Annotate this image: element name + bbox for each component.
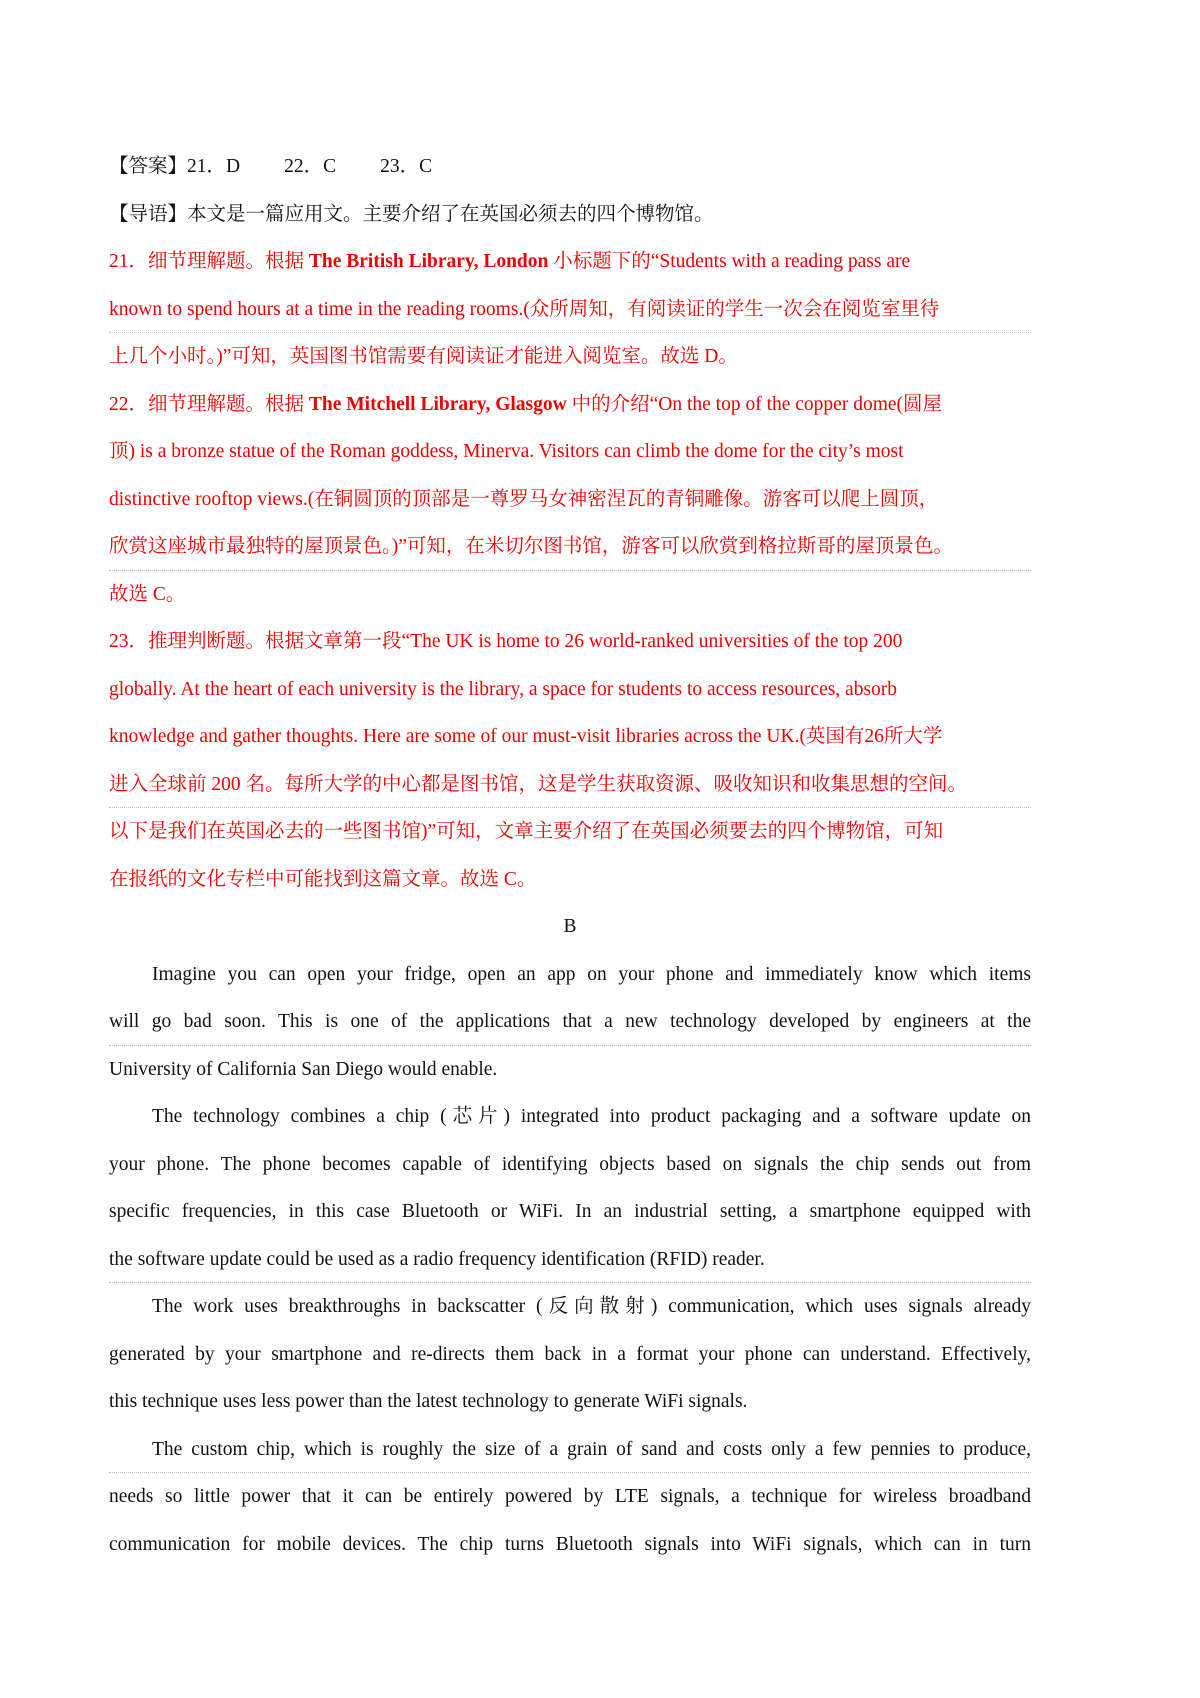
guide-text: 本文是一篇应用文。主要介绍了在英国必须去的四个博物馆。	[187, 203, 714, 225]
q21-line-2: known to spend hours at a time in the reading rooms.(众所周知，有阅读证的学生一次会在阅览室里待	[109, 286, 1031, 334]
p3-line-2: generated by your smartphone and re-directs them back in a format your phone can understand. Effectively,	[109, 1343, 1031, 1365]
q23-line-4: 进入全球前 200 名。每所大学的中心都是图书馆，这是学生获取资源、吸收知识和收集思想的空间。	[109, 761, 1031, 809]
p4-line-2: needs so little power that it can be entirely powered by LTE signals, a technique for wireless broadband	[109, 1486, 1031, 1507]
p3-line-3: this technique uses less power than the latest technology to generate WiFi signals.	[109, 1391, 748, 1412]
p2-line-3: specific frequencies, in this case Bluetooth or WiFi. In an industrial setting, a smartphone equipped with	[109, 1201, 1031, 1222]
answer-23: 23．C	[380, 156, 433, 177]
q21-line-3: 上几个小时。)”可知，英国图书馆需要有阅读证才能进入阅览室。故选 D。	[109, 346, 738, 367]
q23-line-2: globally. At the heart of each university is the library, a space for students to access resources, absorb	[109, 678, 898, 700]
passage-b-heading: B	[563, 916, 577, 937]
q21-quote-start: 小标题下的“Students with a reading pass are	[548, 251, 911, 272]
answer-line	[109, 143, 1031, 191]
q22-quote-start: 中的介绍“On the top of the copper dome(圆屋	[566, 393, 943, 415]
p1-line-2: will go bad soon. This is one of the applications that a new technology developed by engineers at the	[109, 998, 1031, 1046]
q22-line-1	[109, 381, 1031, 429]
answer-22: 22．C	[284, 156, 337, 177]
q22-line-3: distinctive rooftop views.(在铜圆顶的顶部是一尊罗马女神密涅瓦的青铜雕像。游客可以爬上圆顶，	[109, 488, 939, 510]
q22-intro: 22．细节理解题。根据	[109, 393, 309, 415]
p2-line-2: your phone. The phone becomes capable of identifying objects based on signals the chip sends out from	[109, 1153, 1031, 1175]
guide-line	[109, 191, 1031, 239]
q23-line-3: knowledge and gather thoughts. Here are some of our must-visit libraries across the UK.(英国有26所大学	[109, 726, 943, 747]
guide-label: 【导语】	[109, 203, 188, 225]
q21-intro: 21．细节理解题。根据	[109, 251, 309, 272]
q21-line-1	[109, 238, 1031, 286]
q21-heading-ref: The British Library, London	[308, 251, 549, 272]
p4-line-3: communication for mobile devices. The chip turns Bluetooth signals into WiFi signals, which can in turn	[109, 1533, 1031, 1555]
p2-line-4: the software update could be used as a radio frequency identification (RFID) reader.	[109, 1236, 1031, 1284]
q22-line-5: 故选 C。	[109, 583, 186, 605]
q22-line-2: 顶) is a bronze statue of the Roman goddess, Minerva. Visitors can climb the dome for the city’s most	[109, 441, 904, 462]
q23-line-5: 以下是我们在英国必去的一些图书馆)”可知，文章主要介绍了在英国必须要去的四个博物馆，可知	[109, 821, 944, 842]
p1-line-3: University of California San Diego would enable.	[109, 1058, 498, 1080]
answer-21: 21．D	[187, 156, 241, 177]
q22-line-4: 欣赏这座城市最独特的屋顶景色。)”可知，在米切尔图书馆，游客可以欣赏到格拉斯哥的屋顶景色。	[109, 523, 1031, 571]
p2-line-1: The technology combines a chip (芯片) integrated into product packaging and a software update on	[152, 1106, 1031, 1127]
document-content	[109, 143, 1031, 1568]
q22-heading-ref: The Mitchell Library, Glasgow	[308, 393, 567, 415]
answer-label: 【答案】	[109, 156, 188, 177]
p4-line-1: The custom chip, which is roughly the size of a grain of sand and costs only a few pennies to produce,	[109, 1426, 1031, 1474]
q23-line-6: 在报纸的文化专栏中可能找到这篇文章。故选 C。	[109, 868, 537, 890]
p3-line-1: The work uses breakthroughs in backscatter (反向散射) communication, which uses signals already	[152, 1296, 1031, 1317]
p1-line-1: Imagine you can open your fridge, open an app on your phone and immediately know which items	[152, 963, 1031, 985]
q23-line-1: 23．推理判断题。根据文章第一段“The UK is home to 26 world-ranked universities of the top 200	[109, 631, 903, 652]
